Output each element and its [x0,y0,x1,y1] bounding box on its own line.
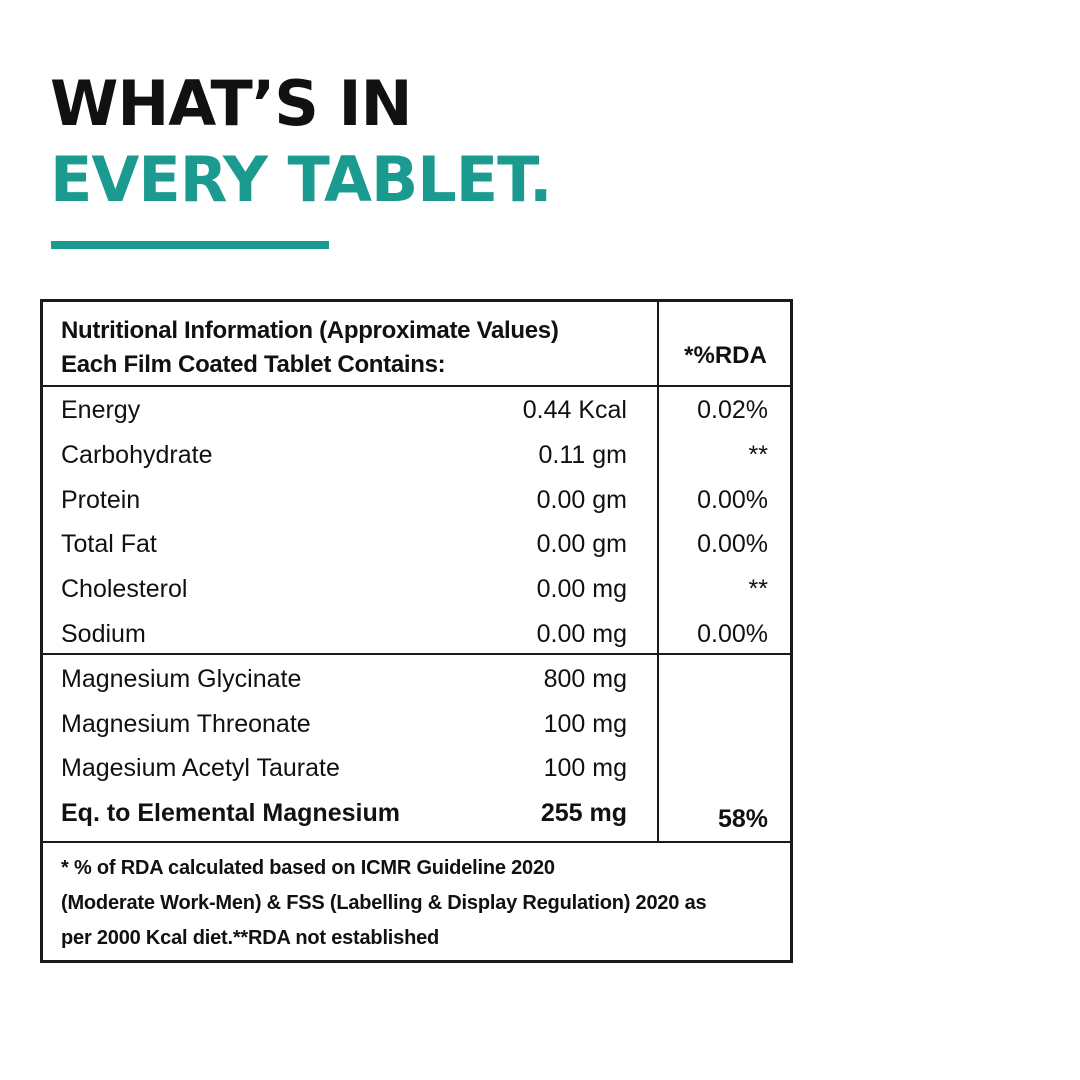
row-amount: 0.00 mg [536,620,627,648]
footnote-line-3: per 2000 Kcal diet.**RDA not established [61,927,440,949]
title-line-2: EVERY TABLET. [50,143,552,216]
row-amount: 100 mg [543,754,627,782]
row-amount: 800 mg [543,665,627,693]
table-row-cholesterol [43,567,793,611]
accent-divider [51,241,329,249]
table-row-total-fat [43,522,793,566]
row-label: Sodium [61,620,146,648]
row-label: Magesium Acetyl Taurate [61,754,340,782]
row-label: Magnesium Threonate [61,710,311,738]
footnote-divider [43,841,790,843]
table-row-protein [43,478,793,522]
row-label: Total Fat [61,530,157,558]
row-label: Magnesium Glycinate [61,665,302,693]
table-header [61,314,559,382]
rda-footnote [61,851,781,956]
row-label: Eq. to Elemental Magnesium [61,799,400,827]
table-row-sodium [43,612,793,656]
footnote-line-2: (Moderate Work-Men) & FSS (Labelling & Display Regulation) 2020 as [61,892,707,914]
table-header-line-2: Each Film Coated Tablet Contains: [61,351,446,378]
page-title [50,66,552,218]
row-amount: 255 mg [540,799,627,827]
rda-column-header: *%RDA [684,342,767,369]
table-header-line-1: Nutritional Information (Approximate Values) [61,317,559,344]
row-amount: 100 mg [543,710,627,738]
footnote-line-1: * % of RDA calculated based on ICMR Guideline 2020 [61,857,555,879]
row-rda: 0.02% [697,396,768,424]
row-rda: 0.00% [697,530,768,558]
table-row-magnesium-threonate [43,702,793,746]
row-amount: 0.00 gm [536,486,627,514]
row-rda: ** [748,575,768,603]
nutrition-table [40,299,793,963]
row-label: Cholesterol [61,575,188,603]
row-rda: 0.00% [697,486,768,514]
row-label: Energy [61,396,141,424]
row-amount: 0.00 mg [536,575,627,603]
row-amount: 0.00 gm [536,530,627,558]
table-row-magnesium-glycinate [43,657,793,701]
title-line-1: WHAT’S IN [50,67,412,140]
row-label: Protein [61,486,141,514]
row-rda: ** [748,441,768,469]
row-rda: 58% [717,805,768,833]
row-label: Carbohydrate [61,441,213,469]
header-divider [43,385,790,387]
table-row-elemental-magnesium [43,791,793,835]
table-row-energy [43,388,793,432]
row-rda: 0.00% [697,620,768,648]
row-amount: 0.44 Kcal [522,396,627,424]
row-amount: 0.11 gm [538,441,627,469]
table-row-magnesium-acetyl-taurate [43,746,793,790]
table-row-carbohydrate [43,433,793,477]
